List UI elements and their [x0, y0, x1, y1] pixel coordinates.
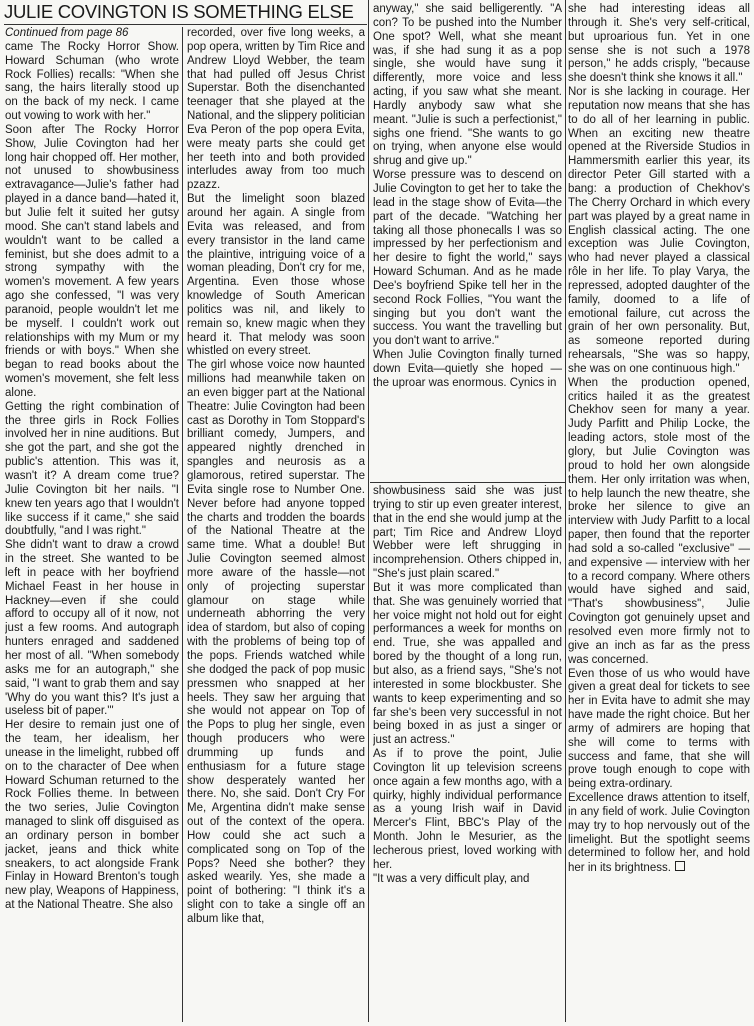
column-rule-2	[368, 0, 369, 1022]
column-rule-3	[565, 0, 566, 1022]
paragraph: Nor is she lacking in courage. Her reputation now means that she has to do all of her learning in public. When an exciting new theatre opened at the Riverside Studios in Hammersmith earlier this year, its director Peter Gill started with a bang: a production of Chekhov's The Cherry Orchard in which every part was played by a great name in English classical acting. The one exception was Julie Covington, who had never played a classical rôle in her life. To play Varya, the repressed, adopted daughter of the family, doomed to a life of emotional failure, cut across the grain of her own personality. But, as someone reported during rehearsals, "She was so happy, she was on one continuous high."	[568, 86, 750, 375]
paragraph: Her desire to remain just one of the team, her idealism, her unease in the limelight, rubbed off on to the character of Dee when Howard Schuman returned to the Rock Follies theme. In between the two series, Julie Covington managed to slink off disguised as an ordinary person in bomber jacket, jeans and thick white sneakers, to act alongside Frank Finlay in Howard Brenton's tough new play, Weapons of Happiness, at the National Theatre. She also	[5, 719, 179, 912]
paragraph: "It was a very difficult play, and	[373, 872, 530, 885]
paragraph: She didn't want to draw a crowd in the street. She wanted to be left in peace with her boyfriend Michael Feast in her house in Hackney—even if she could afford to occupy all of it now, not just a few rooms. And autograph hunters enraged and saddened her most of all. "When somebody asks me for an autograph," she said, "I want to grab them and say 'Why do you want this? It's just a useless bit of paper.'"	[5, 539, 179, 718]
article-column-2	[187, 27, 365, 1022]
paragraph: As if to prove the point, Julie Covington lit up television screens once again a few months ago, with a quirky, highly individual performance as a young Irish waif in David Mercer's Flint, BBC's Play of the Month. John le Mesurier, as the lecherous priest, loved working with her.	[373, 748, 562, 871]
paragraph: When Julie Covington finally turned down Evita—quietly she hoped — the uproar was enormous. Cynics in	[373, 349, 562, 389]
article-column-1	[5, 27, 179, 1022]
final-paragraph-text: Excellence draws attention to itself, in any field of work. Julie Covington may try to hop nervously out of the limelight. But the spotlight seems determined to follow her, and hold her in its brightness.	[568, 792, 750, 875]
headline-rule	[4, 24, 367, 25]
article-column-3-top	[373, 3, 562, 479]
paragraph: came The Rocky Horror Show. Howard Schuman (who wrote Rock Follies) recalls: "When she sang, the hairs literally stood up on the back of my neck. I came out vowing to work with her."	[5, 40, 179, 123]
paragraph: she had interesting ideas all through it. She's very self-critical, but uproarious fun. Yet in one sense she is not such a 1978 person," he adds crisply, "because she doesn't think she knows it all."	[568, 3, 750, 85]
end-mark-icon	[675, 861, 685, 871]
paragraph: Even those of us who would have given a great deal for tickets to see her in Evita have to admit she may have made the right choice. But her army of admirers are hoping that she will come to terms with success and fame, that she will prove tough enough to cope with being extra-ordinary.	[568, 667, 750, 791]
paragraph: anyway," she said belligerently. "A con? To be pushed into the Number One spot? Well, what she meant was, if she had sung it as a pop single, she would have sung it differently, more voice and less acting, if you saw what she meant. Hardly anybody saw what she meant. "Julie is such a perfectionist," sighs one friend. "She wants to go on trying, when anyone else would shrug and give up."	[373, 3, 562, 168]
continued-line: Continued from page 86	[5, 27, 129, 39]
paragraph	[568, 792, 750, 876]
paragraph: Soon after The Rocky Horror Show, Julie Covington had her long hair chopped off. Her mother, not unused to showbusiness extravagance—Julie's father had played in a dance band—hated it, but Julie felt it suited her gutsy mood. She can't stand labels and wouldn't want to be called a feminist, but she does admit to a strong sympathy with the women's movement. A few years ago she confessed, "I was very paranoid, people wouldn't let me be myself. I couldn't work out relationships with my Mum or my friends or with boys." When she began to read books about the women's movement, she felt less alone.	[5, 123, 179, 399]
paragraph: recorded, over five long weeks, a pop opera, written by Tim Rice and Andrew Lloyd Webber, the team that had pulled off Jesus Christ Superstar. Both the disenchanted teenager that she played at the National, and the slippery politician Eva Peron of the pop opera Evita, were meaty parts she could get her teeth into and both provided interludes away from too much pzazz.	[187, 27, 365, 192]
article-column-3-bottom	[373, 485, 562, 985]
paragraph: Getting the right combination of the three girls in Rock Follies involved her in nine auditions. But she got the part, and she got the public's attention. This was it, wasn't it? A dream come true? Julie Covington bit her nails. "I knew ten years ago that I wouldn't like success if it came," she said doubtfully, "and I was right."	[5, 400, 179, 538]
paragraph: Worse pressure was to descend on Julie Covington to get her to take the lead in the stage show of Evita—the part of the decade. "Watching her taking all those phonecalls I was so impressed by her perfectionism and her desire to fight the world," says Howard Schuman. And as he made Dee's boyfriend Spike tell her in the second Rock Follies, "You want the singing but you don't want the success. You want the travelling but you don't want to arrive."	[373, 169, 562, 348]
section-break-rule	[370, 482, 565, 483]
paragraph: But the limelight soon blazed around her again. A single from Evita was released, and from every transistor in the land came the plaintive, intriguing voice of a woman pleading, Don't cry for me, Argentina. Even those whose knowledge of South American politics was nil, and likely to remain so, knew magic when they heard it. That melody was soon whistled on every street.	[187, 193, 365, 358]
article-column-4	[568, 3, 750, 1021]
paragraph: showbusiness said she was just trying to stir up even greater interest, that in the end she would jump at the part; Tim Rice and Andrew Lloyd Webber were left shrugging in incomprehension. Others chipped in, "She's just plain scared."	[373, 485, 562, 581]
paragraph: But it was more complicated than that. She was genuinely worried that her voice might not hold out for eight performances a week for months on end. True, she was appalled and bored by the thought of a long run, but also, as a friend says, "She's not interested in some blockbuster. She wants to keep experimenting and so far she's been very successful in not being boxed in as just a singer or just an actress."	[373, 581, 562, 747]
paragraph: When the production opened, critics hailed it as the greatest Chekhov seen for many a year. Judy Parfitt and Philip Locke, the leading actors, stole most of the glory, but Julie Covington was proud to hold her own alongside them. Her only irritation was when, to help launch the new theatre, she broke her silence to give an interview with Judy Parfitt to a local paper, then found that the reporter had sold a so-called "exclusive" — and expensive — interview with her to a record company. Where others would have sighed and said, "That's showbusiness", Julie Covington got genuinely upset and resolved even more firmly not to give an inch as far as the press was concerned.	[568, 376, 750, 666]
column-rule-1	[182, 27, 183, 1022]
paragraph: The girl whose voice now haunted millions had meanwhile taken on an even bigger part at the National Theatre: Julie Covington had been cast as Dorothy in Tom Stoppard's brilliant comedy, Jumpers, and appeared nightly drenched in spangles and neurosis as a glamorous, retired superstar. The Evita single rose to Number One. Never before had anyone topped the charts and trodden the boards of the National Theatre at the same time. What a double! But Julie Covington seemed almost more aware of the hassle—not only of projecting superstar glamour on stage while underneath abhorring the very idea of stardom, but also of coping with the problems of being top of the pops. Friends watched while she dodged the pack of pop music pressmen who snapped at her heels. They saw her arguing that she would not appear on Top of the Pops to plug her single, even though producers who were drumming up funds and enthusiasm for a future stage show desperately wanted her there. No, she said. Don't Cry For Me, Argentina didn't make sense out of the context of the opera. How could she act such a complicated song on Top of the Pops? Need she bother? they asked wearily. Yes, she made a point of bothering: "I think it's a slight con to take a single off an album like that,	[187, 359, 365, 925]
headline: JULIE COVINGTON IS SOMETHING ELSE	[4, 1, 354, 22]
